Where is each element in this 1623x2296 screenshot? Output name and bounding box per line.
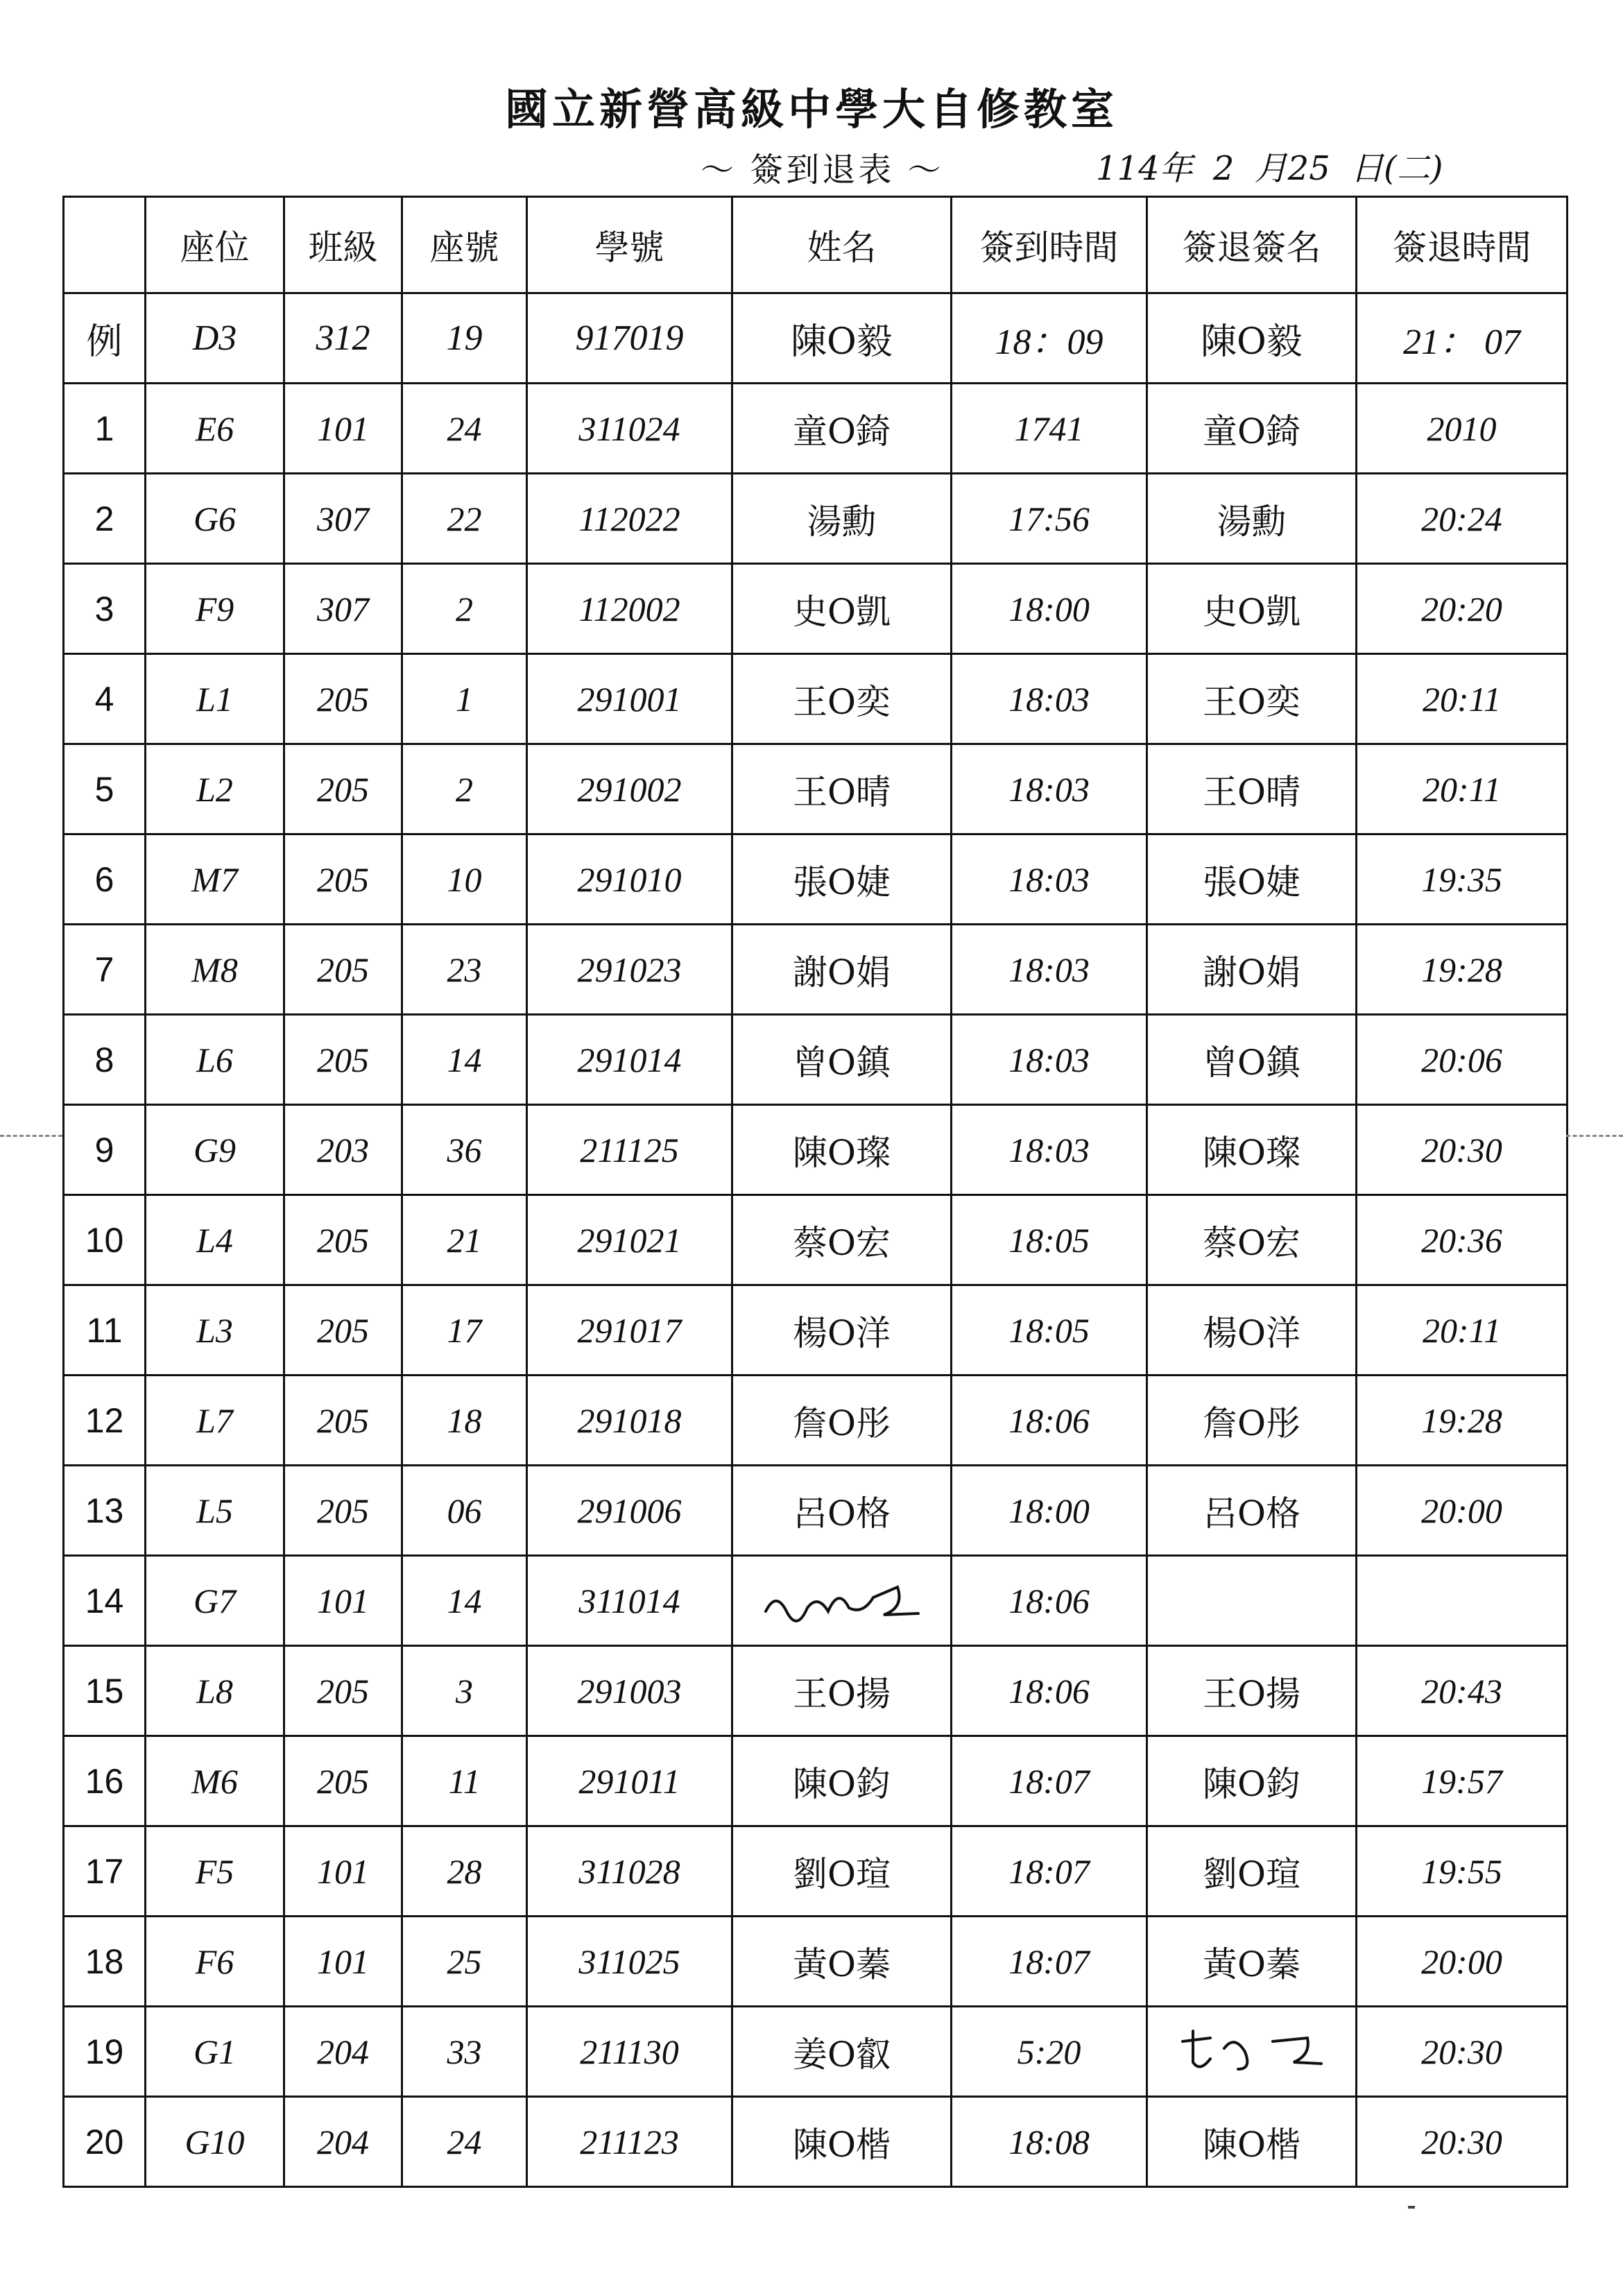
student-id-cell: 211125 [527,1105,732,1195]
seat-no-cell: 18 [402,1376,527,1466]
row-index: 9 [64,1105,146,1195]
seat-cell: G7 [146,1556,284,1646]
table-row [64,1556,1568,1646]
seat-no-cell: 14 [402,1556,527,1646]
example-sign-in: 18：09 [952,293,1147,384]
name-signature-cell: 陳O楷 [732,2097,952,2187]
student-id-cell: 291023 [527,925,732,1015]
table-row [64,744,1568,834]
row-index: 5 [64,744,146,834]
class-cell: 101 [284,384,402,474]
example-student-id: 917019 [527,293,732,384]
seat-no-cell: 24 [402,384,527,474]
sign-out-signature-cell: 童O錡 [1147,384,1357,474]
example-sign-out: 21： 07 [1357,293,1568,384]
table-row [64,564,1568,654]
sheet-date: 114年 2 月25 日(二) [1096,149,1443,188]
seat-cell: F5 [146,1826,284,1917]
name-signature-cell: 陳O璨 [732,1105,952,1195]
col-header-seat: 座位 [146,197,284,293]
seat-cell: L8 [146,1646,284,1736]
table-row [64,1105,1568,1195]
student-id-cell: 112022 [527,474,732,564]
example-row [64,293,1568,384]
name-signature-cell: 蔡O宏 [732,1195,952,1285]
row-index: 8 [64,1015,146,1105]
seat-no-cell: 11 [402,1736,527,1826]
fold-line-left [0,1135,62,1137]
name-signature-cell: 王O晴 [732,744,952,834]
class-cell: 205 [284,1285,402,1376]
sign-out-time-cell: 20:00 [1357,1466,1568,1556]
row-index: 6 [64,834,146,925]
col-header-sign-out-time: 簽退時間 [1357,197,1568,293]
seat-cell: L2 [146,744,284,834]
seat-no-cell: 36 [402,1105,527,1195]
table-row [64,1917,1568,2007]
col-header-seat-no: 座號 [402,197,527,293]
seat-cell: G10 [146,2097,284,2187]
row-index: 19 [64,2007,146,2097]
sign-out-time-cell: 19:57 [1357,1736,1568,1826]
name-signature-cell: 張O婕 [732,834,952,925]
class-cell: 205 [284,1736,402,1826]
row-index: 18 [64,1917,146,2007]
table-row [64,834,1568,925]
name-signature-cell: 童O錡 [732,384,952,474]
table-row [64,1826,1568,1917]
sign-out-time-cell: 20:30 [1357,1105,1568,1195]
seat-no-cell: 1 [402,654,527,744]
name-signature-cell: 史O凱 [732,564,952,654]
name-signature-cell: 劉O瑄 [732,1826,952,1917]
sign-out-signature-cell: 陳O鈞 [1147,1736,1357,1826]
sign-out-time-cell: 20:00 [1357,1917,1568,2007]
sign-in-time-cell: 18:08 [952,2097,1147,2187]
seat-no-cell: 25 [402,1917,527,2007]
class-cell: 204 [284,2097,402,2187]
table-row [64,654,1568,744]
sign-out-time-cell: 19:28 [1357,925,1568,1015]
table-row [64,1646,1568,1736]
student-id-cell: 311028 [527,1826,732,1917]
row-index: 7 [64,925,146,1015]
sign-out-time-cell: 20:06 [1357,1015,1568,1105]
seat-no-cell: 3 [402,1646,527,1736]
sign-out-signature-cell: 呂O格 [1147,1466,1357,1556]
seat-cell: M7 [146,834,284,925]
sign-out-time-cell: 20:24 [1357,474,1568,564]
sign-out-signature-cell: 湯勳 [1147,474,1357,564]
name-signature-cell: 曾O鎮 [732,1015,952,1105]
example-seat: D3 [146,293,284,384]
student-id-cell: 311025 [527,1917,732,2007]
class-cell: 205 [284,1376,402,1466]
sign-in-time-cell: 18:03 [952,1105,1147,1195]
seat-no-cell: 23 [402,925,527,1015]
student-id-cell: 291018 [527,1376,732,1466]
col-header-sign-out-signature: 簽退簽名 [1147,197,1357,293]
student-id-cell: 291001 [527,654,732,744]
student-id-cell: 291002 [527,744,732,834]
seat-cell: G1 [146,2007,284,2097]
seat-cell: L3 [146,1285,284,1376]
sign-in-time-cell: 18:00 [952,564,1147,654]
name-signature-cell: 楊O洋 [732,1285,952,1376]
col-header-student-id: 學號 [527,197,732,293]
sign-out-time-cell: 19:55 [1357,1826,1568,1917]
seat-no-cell: 14 [402,1015,527,1105]
student-id-cell: 291017 [527,1285,732,1376]
class-cell: 205 [284,1646,402,1736]
sign-out-signature-cell: 王O奕 [1147,654,1357,744]
row-index: 13 [64,1466,146,1556]
sign-in-time-cell: 18:07 [952,1736,1147,1826]
row-index: 10 [64,1195,146,1285]
name-signature-cell: 陳O鈞 [732,1736,952,1826]
sign-out-signature-cell: 陳O楷 [1147,2097,1357,2187]
sign-out-signature-cell: 王O揚 [1147,1646,1357,1736]
row-index: 3 [64,564,146,654]
row-index: 1 [64,384,146,474]
sign-out-signature-cell: 曾O鎮 [1147,1015,1357,1105]
sign-in-time-cell: 5:20 [952,2007,1147,2097]
sign-in-time-cell: 18:03 [952,834,1147,925]
row-index: 17 [64,1826,146,1917]
seat-no-cell: 24 [402,2097,527,2187]
class-cell: 203 [284,1105,402,1195]
sign-in-time-cell: 18:06 [952,1646,1147,1736]
name-signature-cell: 湯勳 [732,474,952,564]
seat-cell: L6 [146,1015,284,1105]
sign-out-time-cell: 20:20 [1357,564,1568,654]
table-row [64,384,1568,474]
sign-out-signature-cell [1147,1556,1357,1646]
class-cell: 205 [284,925,402,1015]
class-cell: 205 [284,1466,402,1556]
seat-cell: E6 [146,384,284,474]
name-signature-cell: 黃O蓁 [732,1917,952,2007]
row-index: 14 [64,1556,146,1646]
seat-cell: L1 [146,654,284,744]
row-index: 11 [64,1285,146,1376]
class-cell: 101 [284,1556,402,1646]
class-cell: 101 [284,1917,402,2007]
sign-out-signature-cell: 詹O彤 [1147,1376,1357,1466]
seat-cell: M6 [146,1736,284,1826]
example-seat-no: 19 [402,293,527,384]
col-header-name: 姓名 [732,197,952,293]
row-index: 20 [64,2097,146,2187]
sign-in-time-cell: 17:56 [952,474,1147,564]
seat-cell: L5 [146,1466,284,1556]
seat-no-cell: 17 [402,1285,527,1376]
seat-cell: G6 [146,474,284,564]
example-sign-out-name: 陳O毅 [1147,293,1357,384]
student-id-cell: 291003 [527,1646,732,1736]
table-row [64,1466,1568,1556]
sign-out-signature-cell: 楊O洋 [1147,1285,1357,1376]
class-cell: 204 [284,2007,402,2097]
sign-out-time-cell: 20:30 [1357,2007,1568,2097]
sign-out-signature-cell: 黃O蓁 [1147,1917,1357,2007]
student-id-cell: 211130 [527,2007,732,2097]
sign-in-time-cell: 18:03 [952,1015,1147,1105]
table-row [64,1736,1568,1826]
seat-no-cell: 2 [402,564,527,654]
col-header-class: 班級 [284,197,402,293]
sign-out-time-cell: 20:30 [1357,2097,1568,2187]
sign-in-table [62,196,1568,2188]
name-signature-cell: 姜O叡 [732,2007,952,2097]
sign-out-time-cell: 20:11 [1357,654,1568,744]
sign-out-signature-cell: 張O婕 [1147,834,1357,925]
handwritten-signature-scribble [759,1573,925,1629]
fold-line-right [1566,1135,1623,1137]
student-id-cell: 211123 [527,2097,732,2187]
sign-out-signature-cell: 陳O璨 [1147,1105,1357,1195]
class-cell: 205 [284,744,402,834]
student-id-cell: 291014 [527,1015,732,1105]
sign-out-signature-cell [1147,2007,1357,2097]
sign-in-time-cell: 18:00 [952,1466,1147,1556]
student-id-cell: 291006 [527,1466,732,1556]
sign-in-time-cell: 18:07 [952,1826,1147,1917]
seat-cell: M8 [146,925,284,1015]
name-signature-cell: 呂O格 [732,1466,952,1556]
student-id-cell: 291010 [527,834,732,925]
table-row [64,1195,1568,1285]
table-row [64,2007,1568,2097]
seat-no-cell: 06 [402,1466,527,1556]
student-id-cell: 311014 [527,1556,732,1646]
sign-in-time-cell: 18:03 [952,925,1147,1015]
sign-in-time-cell: 18:05 [952,1195,1147,1285]
sign-in-time-cell: 18:03 [952,654,1147,744]
table-row [64,1015,1568,1105]
sign-in-time-cell: 18:03 [952,744,1147,834]
name-signature-cell: 王O奕 [732,654,952,744]
class-cell: 101 [284,1826,402,1917]
table-row [64,1285,1568,1376]
sign-out-signature-cell: 史O凱 [1147,564,1357,654]
seat-cell: L4 [146,1195,284,1285]
sign-out-time-cell: 19:35 [1357,834,1568,925]
sign-out-signature-cell: 謝O娟 [1147,925,1357,1015]
seat-no-cell: 33 [402,2007,527,2097]
sign-in-time-cell: 18:06 [952,1556,1147,1646]
name-signature-cell: 謝O娟 [732,925,952,1015]
row-index: 16 [64,1736,146,1826]
col-header-index [64,197,146,293]
table-row [64,925,1568,1015]
row-index: 12 [64,1376,146,1466]
class-cell: 307 [284,564,402,654]
example-label: 例 [64,293,146,384]
name-signature-cell: 王O揚 [732,1646,952,1736]
student-id-cell: 291021 [527,1195,732,1285]
sign-out-time-cell: 2010 [1357,384,1568,474]
seat-cell: F9 [146,564,284,654]
sign-out-signature-cell: 蔡O宏 [1147,1195,1357,1285]
class-cell: 205 [284,834,402,925]
class-cell: 205 [284,654,402,744]
table-row [64,474,1568,564]
sign-out-time-cell: 20:11 [1357,1285,1568,1376]
table-row [64,2097,1568,2187]
seat-cell: G9 [146,1105,284,1195]
seat-no-cell: 2 [402,744,527,834]
sign-out-signature-cell: 劉O瑄 [1147,1826,1357,1917]
sign-in-time-cell: 18:06 [952,1376,1147,1466]
row-index: 2 [64,474,146,564]
seat-no-cell: 10 [402,834,527,925]
seat-no-cell: 21 [402,1195,527,1285]
class-cell: 307 [284,474,402,564]
example-class: 312 [284,293,402,384]
student-id-cell: 112002 [527,564,732,654]
seat-cell: L7 [146,1376,284,1466]
sign-out-time-cell: 20:43 [1357,1646,1568,1736]
class-cell: 205 [284,1015,402,1105]
seat-no-cell: 28 [402,1826,527,1917]
sign-in-time-cell: 18:05 [952,1285,1147,1376]
sign-out-time-cell [1357,1556,1568,1646]
name-signature-cell [732,1556,952,1646]
row-index: 4 [64,654,146,744]
seat-cell: F6 [146,1917,284,2007]
sheet-subtitle: ～ 簽到退表 ～ [701,151,944,189]
sign-in-time-cell: 1741 [952,384,1147,474]
sign-out-time-cell: 20:36 [1357,1195,1568,1285]
sign-out-time-cell: 20:11 [1357,744,1568,834]
student-id-cell: 291011 [527,1736,732,1826]
seat-no-cell: 22 [402,474,527,564]
student-id-cell: 311024 [527,384,732,474]
table-row [64,1376,1568,1466]
sign-out-time-cell: 19:28 [1357,1376,1568,1466]
scan-mark [1408,2206,1415,2209]
header-row [64,197,1568,293]
example-name: 陳O毅 [732,293,952,384]
class-cell: 205 [284,1195,402,1285]
sign-out-signature-cell: 王O晴 [1147,744,1357,834]
sign-in-time-cell: 18:07 [952,1917,1147,2007]
handwritten-signature-scribble [1169,2021,1335,2083]
row-index: 15 [64,1646,146,1736]
name-signature-cell: 詹O彤 [732,1376,952,1466]
sheet-title: 國立新營高級中學大自修教室 [504,84,1118,135]
col-header-sign-in-time: 簽到時間 [952,197,1147,293]
